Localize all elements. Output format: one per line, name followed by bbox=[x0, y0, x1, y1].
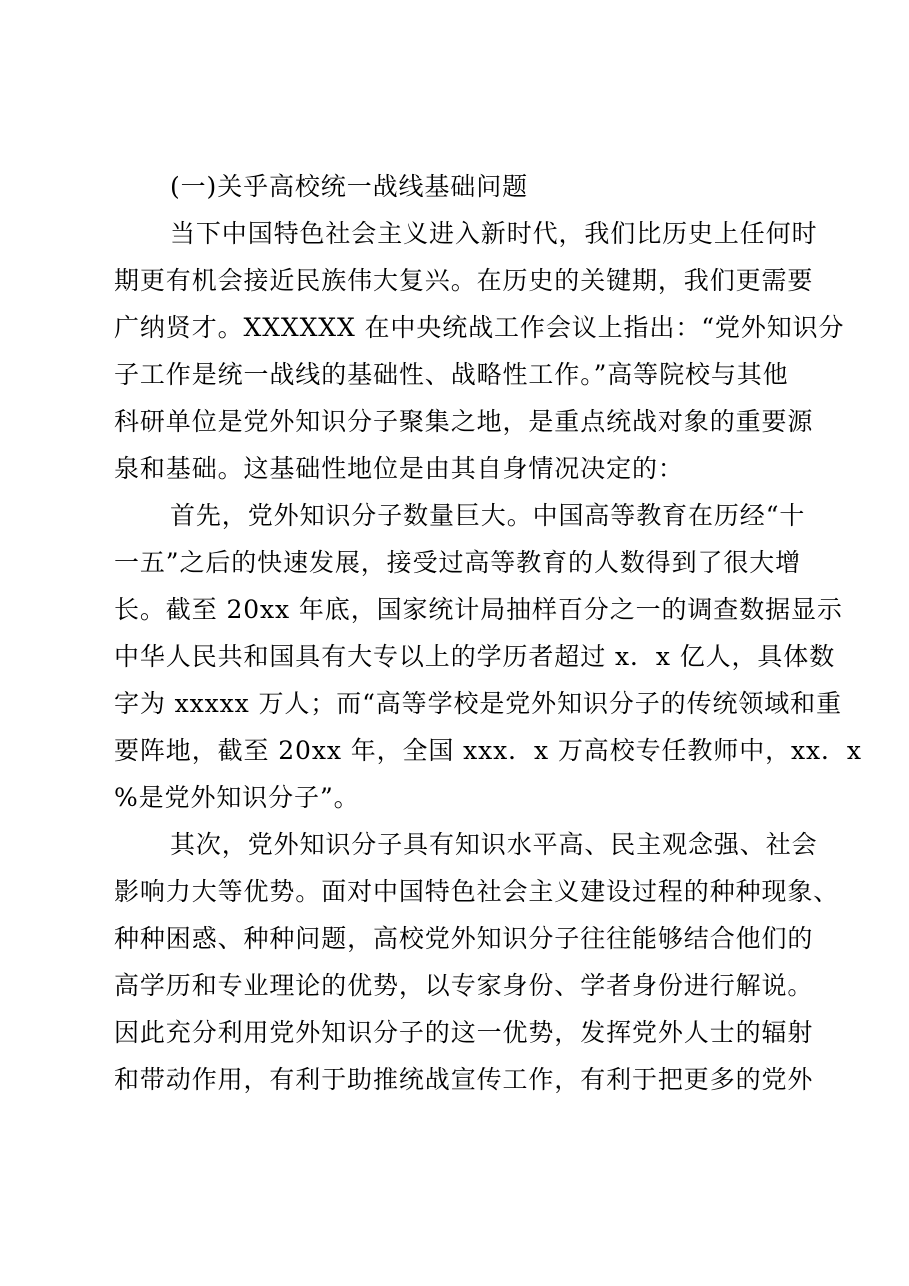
paragraph-line: 子工作是统一战线的基础性、战略性工作。”高等院校与其他 bbox=[114, 360, 789, 389]
paragraph-line: 影响力大等优势。面对中国特色社会主义建设过程的种种现象、 bbox=[114, 877, 840, 906]
paragraph-line: 字为 xxxxx 万人；而“高等学校是党外知识分子的传统领域和重 bbox=[114, 689, 842, 718]
paragraph-line: 期更有机会接近民族伟大复兴。在历史的关键期，我们更需要 bbox=[114, 266, 814, 295]
paragraph-line: 种种困惑、种种问题，高校党外知识分子往往能够结合他们的 bbox=[114, 924, 814, 953]
paragraph-line: 首先，党外知识分子数量巨大。中国高等教育在历经“十 bbox=[170, 501, 806, 530]
paragraph-line: 当下中国特色社会主义进入新时代，我们比历史上任何时 bbox=[170, 219, 818, 248]
paragraph-line: 高学历和专业理论的优势，以专家身份、学者身份进行解说。 bbox=[114, 971, 814, 1000]
paragraph-line: 长。截至 20xx 年底，国家统计局抽样百分之一的调查数据显示 bbox=[114, 595, 843, 624]
paragraph-line: %是党外知识分子”。 bbox=[114, 783, 360, 812]
paragraph-line: 科研单位是党外知识分子聚集之地，是重点统战对象的重要源 bbox=[114, 407, 814, 436]
paragraph-line: 因此充分利用党外知识分子的这一优势，发挥党外人士的辐射 bbox=[114, 1018, 814, 1047]
paragraph-line: 一五”之后的快速发展，接受过高等教育的人数得到了很大增 bbox=[114, 548, 802, 577]
paragraph-line: 其次，党外知识分子具有知识水平高、民主观念强、社会 bbox=[170, 830, 818, 859]
paragraph-line: 要阵地，截至 20xx 年，全国 xxx．x 万高校专任教师中，xx．x bbox=[114, 736, 862, 765]
paragraph-line: 泉和基础。这基础性地位是由其自身情况决定的： bbox=[114, 454, 684, 483]
paragraph-line: 广纳贤才。XXXXXX 在中央统战工作会议上指出：“党外知识分 bbox=[114, 313, 845, 342]
paragraph-line: 和带动作用，有利于助推统战宣传工作，有利于把更多的党外 bbox=[114, 1065, 814, 1094]
section-heading: (一)关乎高校统一战线基础问题 bbox=[170, 172, 529, 201]
paragraph-line: 中华人民共和国具有大专以上的学历者超过 x．x 亿人，具体数 bbox=[114, 642, 836, 671]
